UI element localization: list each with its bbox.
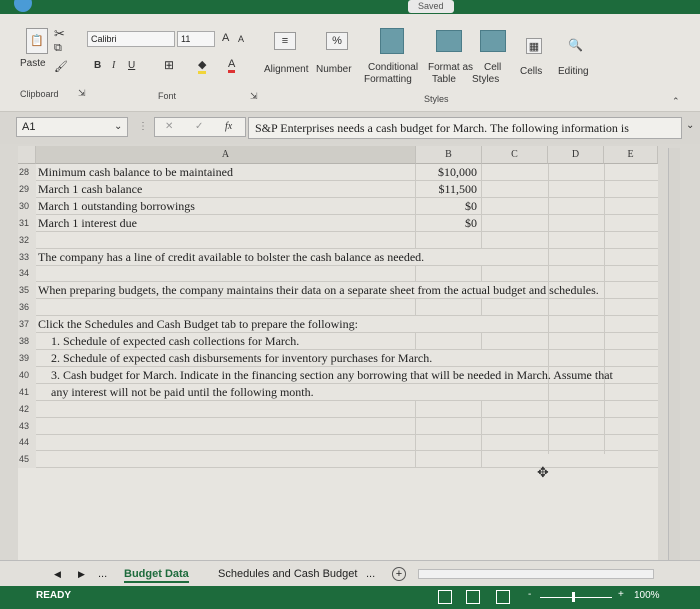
styles-group-label: Styles bbox=[424, 94, 449, 104]
row-number[interactable]: 32 bbox=[18, 232, 36, 249]
cell-a[interactable] bbox=[36, 401, 416, 418]
app-icon bbox=[14, 0, 32, 12]
table-row bbox=[18, 333, 658, 350]
cells-icon[interactable]: ▦ bbox=[526, 38, 542, 54]
confirm-icon[interactable]: ✓ bbox=[195, 121, 204, 132]
table-row bbox=[18, 249, 658, 266]
row-number[interactable]: 31 bbox=[18, 215, 36, 232]
cell-a[interactable]: 1. Schedule of expected cash collections for March. bbox=[36, 333, 416, 350]
font-size-select[interactable]: 11 bbox=[177, 31, 215, 47]
table-row bbox=[18, 451, 658, 468]
underline-button[interactable]: U bbox=[128, 60, 136, 71]
vertical-scrollbar[interactable] bbox=[668, 148, 680, 564]
cancel-icon[interactable]: ✕ bbox=[165, 121, 174, 132]
zoom-in-button[interactable]: + bbox=[618, 589, 624, 600]
decrease-font-size-button[interactable]: A bbox=[238, 34, 245, 44]
cell-cursor-icon: ✥ bbox=[537, 464, 549, 480]
format-as-table-label2[interactable]: Table bbox=[432, 74, 456, 85]
cell-a[interactable]: When preparing budgets, the company maintains their data on a separate sheet from the actual budget and schedules. bbox=[38, 283, 599, 298]
cell-a[interactable] bbox=[36, 299, 416, 316]
collapse-ribbon-icon[interactable]: ⌃ bbox=[672, 96, 680, 106]
row-number[interactable]: 35 bbox=[18, 282, 36, 299]
copy-icon[interactable]: ⧉ bbox=[54, 42, 62, 54]
table-row bbox=[18, 316, 658, 333]
cell-a[interactable] bbox=[36, 265, 416, 282]
column-header-b[interactable]: B bbox=[416, 146, 482, 164]
table-row bbox=[18, 232, 658, 249]
cell-b[interactable] bbox=[416, 265, 482, 282]
cell-b[interactable] bbox=[416, 451, 482, 468]
cell-b[interactable] bbox=[416, 232, 482, 249]
row-number[interactable]: 45 bbox=[18, 451, 36, 468]
table-row bbox=[18, 350, 658, 367]
zoom-slider-handle[interactable] bbox=[572, 592, 575, 602]
tab-schedules-and-cash-budget[interactable]: Schedules and Cash Budget bbox=[218, 568, 358, 580]
table-row bbox=[18, 282, 658, 299]
cell-a[interactable]: The company has a line of credit available to bolster the cash balance as needed. bbox=[38, 249, 425, 264]
title-bar bbox=[0, 0, 700, 14]
table-row bbox=[18, 418, 658, 435]
table-row bbox=[18, 164, 658, 181]
conditional-formatting-label1[interactable]: Conditional bbox=[368, 62, 419, 73]
cell-styles-label2[interactable]: Styles bbox=[472, 74, 500, 85]
cells-button[interactable]: Cells bbox=[520, 66, 543, 77]
row-number[interactable]: 38 bbox=[18, 333, 36, 350]
spreadsheet-grid[interactable] bbox=[18, 146, 658, 560]
table-row bbox=[18, 384, 658, 401]
row-number[interactable]: 42 bbox=[18, 401, 36, 418]
row-number[interactable]: 37 bbox=[18, 316, 36, 333]
row-number[interactable]: 33 bbox=[18, 249, 36, 266]
cell-b[interactable] bbox=[416, 299, 482, 316]
paste-button[interactable]: Paste bbox=[20, 58, 46, 69]
add-sheet-button[interactable]: + bbox=[392, 567, 406, 581]
row-number[interactable]: 34 bbox=[18, 265, 36, 282]
table-row bbox=[18, 181, 658, 198]
cell-b[interactable]: $0 bbox=[416, 215, 482, 232]
table-row bbox=[18, 401, 658, 418]
fill-color-icon[interactable]: ◆ bbox=[198, 58, 206, 74]
cell-b[interactable] bbox=[416, 434, 482, 451]
row-number[interactable]: 28 bbox=[18, 164, 36, 181]
row-number[interactable]: 39 bbox=[18, 350, 36, 367]
row-number[interactable]: 43 bbox=[18, 418, 36, 435]
page-layout-view-icon[interactable] bbox=[466, 590, 480, 604]
formula-input[interactable]: S&P Enterprises needs a cash budget for March. The following information is bbox=[248, 117, 682, 139]
status-text: READY bbox=[36, 590, 72, 601]
cell-styles-icon[interactable] bbox=[480, 30, 506, 52]
row-number[interactable]: 44 bbox=[18, 434, 36, 451]
cell-a[interactable]: any interest will not be paid until the following month. bbox=[51, 384, 314, 399]
row-number[interactable]: 36 bbox=[18, 299, 36, 316]
italic-button[interactable]: I bbox=[112, 60, 116, 71]
cell-a[interactable]: March 1 cash balance bbox=[36, 181, 416, 198]
cell-b[interactable] bbox=[416, 401, 482, 418]
formula-bar-separator: ⋮ bbox=[138, 121, 148, 132]
binoculars-icon[interactable]: 🔍 bbox=[568, 38, 583, 52]
cell-a[interactable]: March 1 outstanding borrowings bbox=[36, 198, 416, 215]
name-box[interactable]: A1 bbox=[16, 117, 128, 137]
tab-budget-data[interactable]: Budget Data bbox=[124, 565, 189, 583]
column-header-d[interactable]: D bbox=[548, 146, 604, 164]
previous-sheet-button[interactable]: ◀ bbox=[54, 569, 61, 579]
cut-icon[interactable]: ✂ bbox=[54, 26, 65, 41]
font-group-label: Font bbox=[158, 91, 177, 101]
bold-button[interactable]: B bbox=[94, 60, 102, 71]
conditional-formatting-icon[interactable] bbox=[380, 28, 404, 54]
row-number[interactable]: 41 bbox=[18, 384, 36, 401]
table-row bbox=[18, 299, 658, 316]
column-header-e[interactable]: E bbox=[604, 146, 658, 164]
sheet-tab-bar bbox=[0, 560, 700, 586]
name-box-dropdown-icon[interactable]: ⌄ bbox=[114, 121, 123, 132]
row-number[interactable]: 29 bbox=[18, 181, 36, 198]
page-break-view-icon[interactable] bbox=[496, 590, 510, 604]
table-row bbox=[18, 265, 658, 282]
row-number[interactable]: 40 bbox=[18, 367, 36, 384]
save-status: Saved bbox=[408, 0, 454, 13]
cell-b[interactable]: $10,000 bbox=[416, 164, 482, 181]
alignment-launcher-icon[interactable]: ⇲ bbox=[250, 91, 258, 101]
cell-a[interactable]: 3. Cash budget for March. Indicate in the financing section any borrowing that will be needed in March. Assume that bbox=[51, 367, 613, 382]
horizontal-scrollbar[interactable] bbox=[418, 569, 654, 579]
paste-icon[interactable]: 📋 bbox=[26, 28, 48, 54]
font-name-select[interactable]: Calibri bbox=[87, 31, 175, 47]
cell-a[interactable]: Click the Schedules and Cash Budget tab to prepare the following: bbox=[38, 317, 358, 332]
insert-function-icon[interactable]: fx bbox=[225, 121, 233, 132]
increase-font-size-button[interactable]: A bbox=[222, 32, 230, 44]
formula-controls bbox=[154, 117, 246, 137]
zoom-out-button[interactable]: - bbox=[528, 589, 532, 600]
table-row bbox=[18, 215, 658, 232]
cell-a[interactable] bbox=[36, 434, 416, 451]
formula-bar bbox=[0, 112, 700, 144]
cell-a[interactable] bbox=[36, 232, 416, 249]
format-as-table-icon[interactable] bbox=[436, 30, 462, 52]
font-color-icon[interactable]: A bbox=[228, 58, 235, 73]
cell-a[interactable] bbox=[36, 451, 416, 468]
alignment-icon[interactable]: ≡ bbox=[274, 32, 296, 50]
cell-a[interactable] bbox=[36, 418, 416, 435]
cell-a[interactable]: Minimum cash balance to be maintained bbox=[36, 164, 416, 181]
cell-b[interactable]: $0 bbox=[416, 198, 482, 215]
editing-button[interactable]: Editing bbox=[558, 66, 589, 77]
expand-formula-bar-icon[interactable]: ⌄ bbox=[686, 120, 695, 131]
zoom-slider-track[interactable] bbox=[540, 597, 612, 598]
cell-b[interactable] bbox=[416, 333, 482, 350]
clipboard-group-label: Clipboard bbox=[20, 89, 59, 99]
clipboard-launcher-icon[interactable]: ⇲ bbox=[78, 88, 86, 98]
percent-icon[interactable]: % bbox=[326, 32, 348, 50]
column-header-a[interactable]: A bbox=[36, 146, 416, 164]
row-number[interactable]: 30 bbox=[18, 198, 36, 215]
format-painter-icon[interactable]: 🖌 bbox=[54, 61, 68, 73]
number-button[interactable]: Number bbox=[316, 64, 352, 75]
table-row bbox=[18, 434, 658, 451]
row-header-corner[interactable] bbox=[18, 146, 36, 164]
status-bar bbox=[0, 586, 700, 609]
column-header-c[interactable]: C bbox=[482, 146, 548, 164]
cell-b[interactable]: $11,500 bbox=[416, 181, 482, 198]
next-sheet-button[interactable]: ▶ bbox=[78, 569, 85, 579]
cell-b[interactable] bbox=[416, 418, 482, 435]
table-row bbox=[18, 198, 658, 215]
zoom-level[interactable]: 100% bbox=[634, 590, 660, 601]
borders-icon[interactable]: ⊞ bbox=[164, 58, 175, 72]
cell-a[interactable]: 2. Schedule of expected cash disbursements for inventory purchases for March. bbox=[51, 350, 433, 365]
conditional-formatting-label2[interactable]: Formatting bbox=[364, 74, 412, 85]
cell-styles-label1[interactable]: Cell bbox=[484, 62, 502, 73]
table-row bbox=[18, 367, 658, 384]
more-sheets-left-button[interactable]: ... bbox=[98, 568, 108, 580]
more-sheets-right-button[interactable]: ... bbox=[366, 568, 376, 580]
normal-view-icon[interactable] bbox=[438, 590, 452, 604]
ribbon bbox=[0, 14, 700, 112]
alignment-button[interactable]: Alignment bbox=[264, 64, 309, 75]
format-as-table-label1[interactable]: Format as bbox=[428, 62, 474, 73]
cell-a[interactable]: March 1 interest due bbox=[36, 215, 416, 232]
